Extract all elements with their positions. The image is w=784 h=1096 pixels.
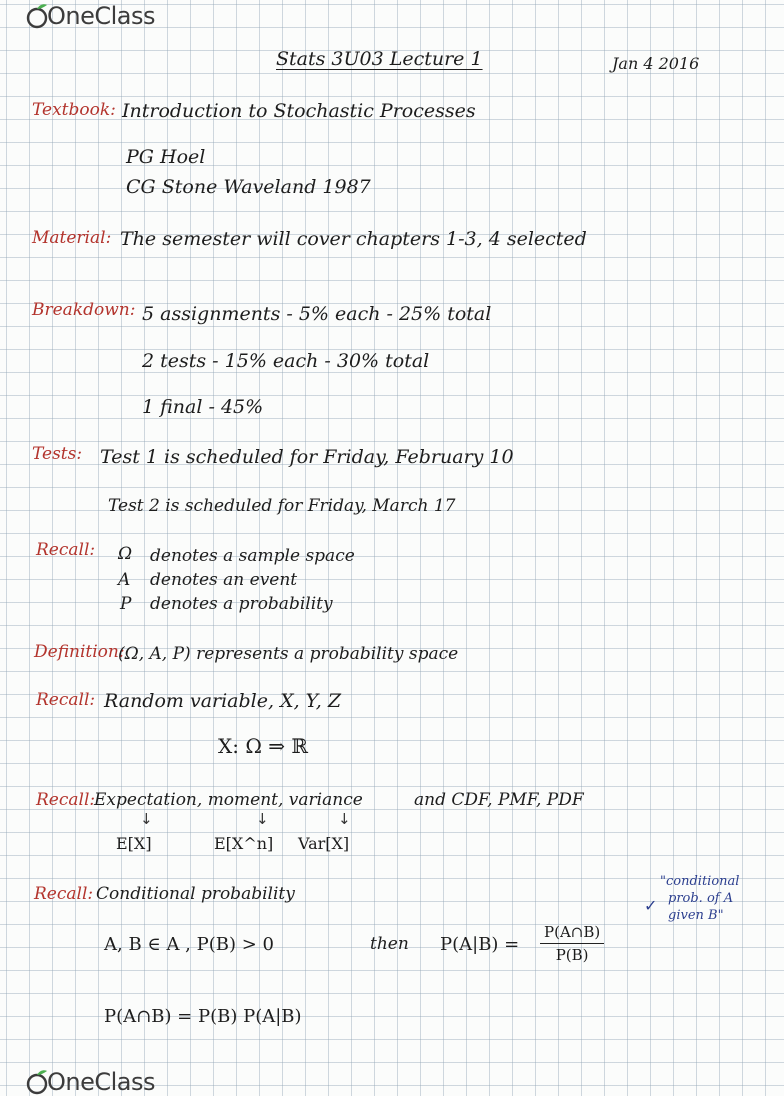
probability-symbol: P: [120, 594, 132, 614]
breakdown-item: 1 final - 45%: [142, 396, 264, 418]
recall-label: Recall:: [36, 690, 96, 710]
conditional-probability-text: Conditional probability: [96, 884, 295, 904]
expectation-text: Expectation, moment, variance: [94, 790, 363, 810]
expectation-notation: E[X]: [116, 834, 152, 853]
logo-text: OneClass: [47, 2, 156, 30]
breakdown-label: Breakdown:: [32, 300, 136, 320]
textbook-label: Textbook:: [32, 100, 116, 120]
condition-text: A, B ∈ A , P(B) > 0: [104, 934, 274, 955]
sample-space-symbol: Ω: [118, 544, 133, 564]
recall-item: denotes a sample space: [150, 546, 355, 566]
recall-item: denotes a probability: [150, 594, 333, 614]
conditional-lhs: P(A|B) =: [440, 934, 520, 955]
recall-item: denotes an event: [150, 570, 298, 590]
test2-text: Test 2 is scheduled for Friday, March 17: [108, 496, 456, 516]
product-rule: P(A∩B) = P(B) P(A|B): [104, 1006, 302, 1027]
test1-text: Test 1 is scheduled for Friday, February 10: [100, 446, 514, 468]
recall-label: Recall:: [36, 540, 96, 560]
leaf-icon: [26, 3, 48, 29]
random-variable-mapping: X: Ω ⇒ ℝ: [218, 734, 309, 758]
variance-notation: Var[X]: [298, 834, 350, 853]
breakdown-item: 5 assignments - 5% each - 25% total: [142, 303, 492, 325]
textbook-author2: CG Stone Waveland 1987: [126, 176, 371, 198]
material-label: Material:: [32, 228, 112, 248]
definition-label: Definition:: [34, 642, 125, 662]
recall-label: Recall:: [34, 884, 94, 904]
recall-label: Recall:: [36, 790, 96, 810]
random-variable-text: Random variable, X, Y, Z: [104, 690, 342, 712]
fraction-denominator: P(B): [555, 946, 589, 964]
fraction-numerator: P(A∩B): [540, 923, 604, 944]
textbook-title: Introduction to Stochastic Processes: [122, 100, 476, 122]
check-icon: ✓: [644, 896, 658, 915]
oneclass-logo: [26, 2, 155, 30]
conditional-fraction: [540, 923, 604, 964]
definition-text: (Ω, A, P) represents a probability space: [118, 644, 459, 664]
textbook-author1: PG Hoel: [126, 146, 206, 168]
breakdown-item: 2 tests - 15% each - 30% total: [142, 350, 430, 372]
leaf-icon: [26, 1069, 48, 1095]
distribution-functions-text: and CDF, PMF, PDF: [414, 790, 584, 810]
margin-note-line: "conditional: [660, 874, 740, 889]
logo-text: OneClass: [47, 1068, 156, 1096]
material-text: The semester will cover chapters 1-3, 4 selected: [120, 228, 587, 250]
tests-label: Tests:: [32, 444, 83, 464]
then-text: then: [370, 934, 409, 954]
event-symbol: A: [118, 570, 131, 590]
page-title: Stats 3U03 Lecture 1: [276, 48, 483, 70]
margin-note-line: prob. of A: [668, 891, 734, 906]
lecture-date: Jan 4 2016: [612, 54, 700, 73]
margin-note-line: given B": [668, 908, 724, 923]
moment-notation: E[X^n]: [214, 834, 274, 853]
oneclass-logo: [26, 1068, 155, 1096]
down-arrow-icon: ↓: [256, 810, 269, 828]
down-arrow-icon: ↓: [140, 810, 153, 828]
down-arrow-icon: ↓: [338, 810, 351, 828]
